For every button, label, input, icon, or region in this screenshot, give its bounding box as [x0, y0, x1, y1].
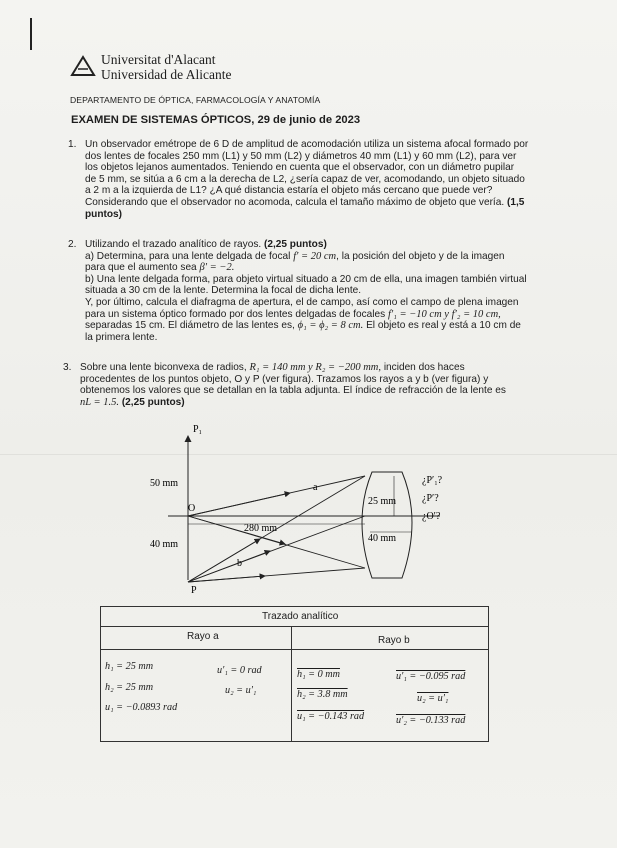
question-text: Considerando que el observador no acomoda, calcula el tamaño máximo de objeto que vería. — [85, 196, 505, 208]
question-text: inciden dos haces — [383, 362, 465, 373]
value-b-u1p: u′₁ = −0.095 rad — [396, 671, 466, 682]
points-label: (2,25 puntos) — [121, 396, 185, 408]
math-expression: f′₁ = −10 cm y f′₂ = 10 cm, — [388, 308, 501, 320]
question-text-line: la primera lente. — [85, 331, 158, 343]
optics-diagram — [140, 420, 460, 600]
question-text-line: obtenemos los valores que se detallan en la tabla adjunta. El índice de refracción de la lente es — [80, 385, 506, 397]
label-q-p1: ¿P′₁? — [422, 475, 443, 486]
exam-title: EXAMEN DE SISTEMAS ÓPTICOS, 29 de junio de 2023 — [71, 114, 361, 126]
question-3 — [63, 362, 550, 408]
question-text: para que el aumento sea — [85, 262, 197, 274]
question-text-line — [80, 397, 550, 409]
value-a-h1: h₁ = 25 mm — [105, 661, 154, 672]
analytic-trace-table — [100, 606, 489, 742]
label-p: P — [191, 585, 197, 596]
label-280mm: 280 mm — [244, 523, 278, 534]
ray-b-arrow — [188, 551, 270, 582]
value-b-u1: u₁ = −0.143 rad — [297, 711, 365, 722]
value-b-u2: u₂ = u′₁ — [417, 693, 449, 704]
question-text: , la posición del objeto y de la imagen — [336, 250, 505, 262]
points-label: puntos) — [85, 208, 122, 220]
department-name: DEPARTAMENTO DE ÓPTICA, FARMACOLOGÍA Y ANATOMÍA — [70, 95, 321, 105]
question-text-line: procedentes de los puntos objeto, O y P (ver figura). Trazamos los rayos a y b (ver figura) y — [80, 373, 489, 385]
math-expression: nL = 1.5. — [80, 396, 119, 408]
question-number: 3. — [63, 362, 72, 373]
math-expression: β′ = −2. — [199, 262, 235, 274]
value-a-u1p: u′₁ = 0 rad — [217, 665, 262, 676]
question-text-line — [85, 239, 555, 251]
biconvex-lens — [362, 472, 412, 578]
label-40mm: 40 mm — [150, 539, 179, 550]
question-text-line — [80, 362, 550, 374]
column-rayo-b: Rayo b — [378, 635, 410, 646]
question-text: Sobre una lente biconvexa de radios, — [80, 362, 247, 373]
question-1 — [68, 139, 555, 220]
value-b-h2: h₂ = 3.8 mm — [297, 689, 348, 700]
question-number: 2. — [68, 239, 77, 250]
points-label: (2,25 puntos) — [264, 239, 327, 250]
table-divider — [101, 626, 488, 627]
points-label: (1,5 — [506, 196, 525, 208]
value-b-u2p: u′₂ = −0.133 rad — [396, 715, 466, 726]
question-text-line: b) Una lente delgada forma, para objeto virtual situado a 20 cm de ella, una imagen también virtual — [85, 273, 527, 285]
table-title: Trazado analítico — [262, 611, 339, 622]
label-q-o: ¿O′? — [422, 511, 441, 522]
math-expression: f′ = 20 cm — [293, 250, 337, 262]
label-50mm: 50 mm — [150, 478, 179, 489]
label-q-p: ¿P′? — [422, 493, 439, 504]
label-o: O — [188, 503, 196, 514]
question-text-line — [85, 309, 555, 321]
question-text-line — [85, 197, 555, 209]
label-25mm: 25 mm — [368, 496, 397, 507]
question-text: separadas 15 cm. El diámetro de las lentes es, — [85, 320, 295, 332]
university-logo — [70, 55, 96, 77]
math-expression: ϕ₁ = ϕ₂ = 8 cm. — [297, 320, 364, 332]
ray-arrow — [188, 539, 260, 582]
margin-mark — [30, 18, 32, 50]
university-name-ca: Universitat d'Alacant — [101, 52, 216, 67]
label-40mm-lens: 40 mm — [368, 533, 397, 544]
university-name-es: Universidad de Alicante — [101, 67, 232, 82]
question-text-line — [85, 320, 555, 332]
question-number: 1. — [68, 139, 77, 150]
question-text-line: los objetos lejanos aumentados. Teniendo en cuenta que el observador, con un diámetro pupilar — [85, 162, 515, 174]
question-text-line: a 2 m a la izquierda de L1? ¿A qué distancia estaría el objeto más cercano que puede ver? — [85, 185, 493, 197]
question-text-line: Y, por último, calcula el diafragma de apertura, el de campo, así como el campo de plena imagen — [85, 296, 519, 308]
label-p1: P₁ — [193, 424, 203, 435]
question-text-line — [85, 262, 555, 274]
ray-a-arrow — [188, 493, 290, 516]
question-text-line: de 5 mm, se sitúa a 6 cm a la derecha de L2, ¿sería capaz de ver, acomodando, un objeto situado — [85, 173, 525, 185]
ray-arrow — [188, 576, 265, 582]
value-a-u1: u₁ = −0.0893 rad — [105, 702, 178, 713]
question-text-line — [85, 251, 555, 263]
math-expression: R₁ = 140 mm y R₂ = −200 mm, — [249, 362, 381, 373]
label-ray-a: a — [313, 482, 318, 493]
table-divider — [291, 627, 292, 741]
question-text-line: dos lentes de focales 250 mm (L1) y 50 mm (L2) y diámetros 40 mm (L1) y 60 mm (L2), para ver — [85, 150, 517, 162]
question-text-line: Un observador emétrope de 6 D de amplitud de acomodación utiliza un sistema afocal formado por — [85, 139, 529, 150]
question-text: a) Determina, para una lente delgada de focal — [85, 250, 291, 262]
question-text-line — [85, 209, 555, 221]
value-a-h2: h₂ = 25 mm — [105, 682, 154, 693]
column-rayo-a: Rayo a — [187, 631, 219, 642]
value-a-u2: u₂ = u′₁ — [225, 685, 257, 696]
question-text: El objeto es real y está a 10 cm de — [366, 320, 521, 332]
question-text: para un sistema óptico formado por dos lentes delgadas de focales — [85, 308, 386, 320]
value-b-h1: h₁ = 0 mm — [297, 669, 340, 680]
question-2 — [68, 239, 555, 343]
question-text: Utilizando el trazado analítico de rayos. — [85, 239, 262, 250]
table-divider — [101, 649, 488, 650]
label-ray-b: b — [237, 558, 242, 569]
question-text-line: situada a 30 cm de la lente. Determina la focal de dicha lente. — [85, 285, 362, 297]
